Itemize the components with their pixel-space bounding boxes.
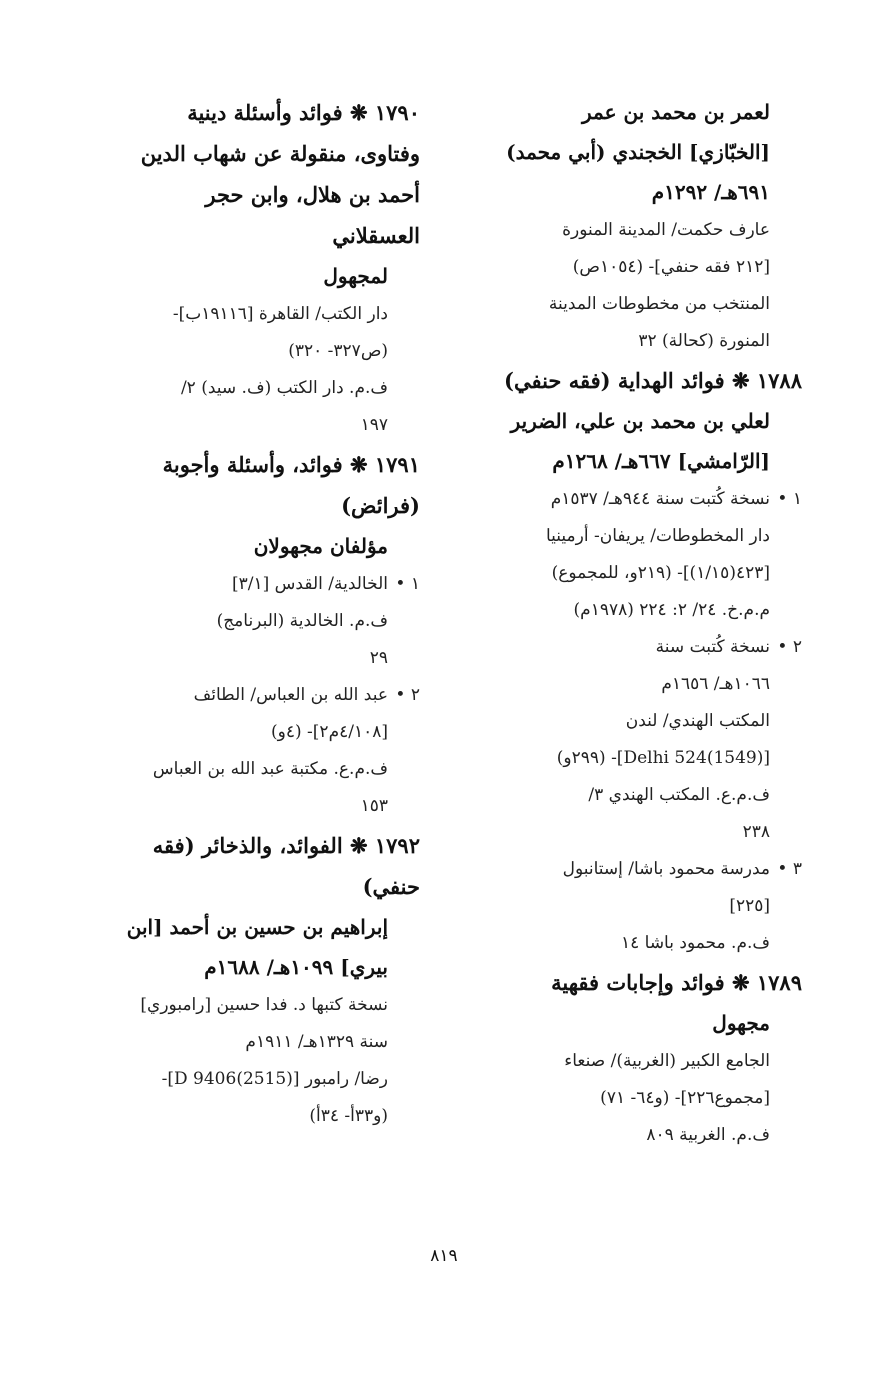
item-number: ١ •	[777, 489, 802, 509]
item-number: ٣ •	[777, 859, 802, 879]
text-line: وفتاوى، منقولة عن شهاب الدين	[140, 141, 420, 166]
entry-heading	[80, 444, 420, 526]
text-line: نسخة كُتبت سنة	[655, 637, 770, 657]
text-line: المنورة (كحالة) ٣٢	[638, 331, 770, 351]
text-line: الخالدية/ القدس [٣/١]	[232, 574, 388, 594]
item-number: ٢ •	[395, 685, 420, 705]
text-line: ٦٩١هـ/ ١٢٩٢م	[651, 180, 770, 204]
text-line: [٢١٢ فقه حنفي]- (١٠٥٤ص)	[572, 257, 770, 277]
entry-author	[466, 92, 802, 212]
right-column	[466, 92, 802, 1154]
text-line: عبد الله بن العباس/ الطائف	[193, 685, 388, 705]
text-line: عارف حكمت/ المدينة المنورة	[562, 220, 770, 240]
entry-heading	[80, 825, 420, 907]
entry-text	[466, 212, 802, 360]
text-line: دار المخطوطات/ يريفان- أرمينيا	[545, 526, 770, 546]
text-line: [Delhi 524(1549)]- (٢٩٩و)	[556, 748, 770, 768]
text-line: ١٧٩٠ ❋ فوائد وأسئلة دينية	[187, 100, 420, 125]
text-line: ف.م. الغربية ٨٠٩	[646, 1125, 770, 1145]
text-line: ١٧٩١ ❋ فوائد، وأسئلة وأجوبة	[162, 452, 420, 477]
text-line: [٤/١٠٨م٢]- (٤و)	[271, 722, 388, 742]
entry-text	[466, 1043, 802, 1154]
text-line: مؤلفان مجهولان	[253, 534, 388, 558]
text-line: [مجموع٢٢٦]- (و٦٤- ٧١)	[600, 1088, 770, 1108]
text-line: أحمد بن هلال، وابن حجر	[205, 182, 420, 207]
entry-author	[466, 1003, 802, 1043]
text-line: العسقلاني	[332, 223, 420, 248]
text-line: ١٠٦٦هـ/ ١٦٥٦م	[661, 674, 770, 694]
text-line: ف.م. دار الكتب (ف. سيد) ٢/	[180, 378, 388, 398]
text-line: المنتخب من مخطوطات المدينة	[548, 294, 770, 314]
text-line: [٤٢٣(١/١٥)]- (٢١٩و، للمجموع)	[551, 563, 770, 583]
item-number: ١ •	[395, 574, 420, 594]
text-line: لمجهول	[323, 264, 388, 288]
manuscript-item	[80, 566, 420, 677]
page-number: ٨١٩	[430, 1246, 458, 1266]
entry-author	[80, 526, 420, 566]
text-line: رضا/ رامبور [D 9406(2515)]-	[161, 1069, 388, 1089]
text-line: (و٣٣أ- ٣٤أ)	[309, 1106, 388, 1126]
entry-heading	[466, 360, 802, 401]
text-line: لعلي بن محمد بن علي، الضرير	[510, 409, 770, 433]
text-line: ف.م.ع. المكتب الهندي ٣/	[588, 785, 770, 805]
text-line: ١٩٧	[360, 415, 388, 435]
manuscript-item	[80, 677, 420, 825]
text-line: مدرسة محمود باشا/ إستانبول	[562, 859, 770, 879]
text-line: بيري] ١٠٩٩هـ/ ١٦٨٨م	[204, 955, 388, 979]
text-line: المكتب الهندي/ لندن	[625, 711, 770, 731]
text-line: ٢٣٨	[742, 822, 770, 842]
text-line: (ص٣٢٧- ٣٢٠)	[288, 341, 388, 361]
entry-heading	[466, 962, 802, 1003]
text-line: م.م.خ. ٢٤/ ٢: ٢٢٤ (١٩٧٨م)	[573, 600, 770, 620]
text-line: نسخة كُتبت سنة ٩٤٤هـ/ ١٥٣٧م	[550, 489, 770, 509]
text-line: ف.م.ع. مكتبة عبد الله بن العباس	[152, 759, 388, 779]
text-line: ف.م. الخالدية (البرنامج)	[216, 611, 388, 631]
text-line: [الخبّازي] الخجندي (أبي محمد)	[506, 140, 770, 164]
text-line: [٢٢٥]	[729, 896, 770, 916]
text-line: ١٧٩٢ ❋ الفوائد، والذخائر (فقه	[152, 833, 420, 858]
text-line: نسخة كتبها د. فدا حسين [رامبوري]	[140, 995, 388, 1015]
text-line: ٢٩	[369, 648, 388, 668]
text-line: لعمر بن محمد بن عمر	[582, 100, 770, 124]
text-line: مجهول	[712, 1011, 770, 1035]
text-line: ١٧٨٨ ❋ فوائد الهداية (فقه حنفي)	[504, 368, 802, 393]
left-column	[80, 92, 420, 1135]
text-line: [الرّامشي] ٦٦٧هـ/ ١٢٦٨م	[552, 449, 770, 473]
text-line: حنفي)	[362, 874, 420, 899]
entry-text	[80, 296, 420, 444]
entry-author	[466, 401, 802, 481]
entry-heading	[80, 92, 420, 256]
text-line: سنة ١٣٢٩هـ/ ١٩١١م	[245, 1032, 388, 1052]
entry-author	[80, 907, 420, 987]
entry-author	[80, 256, 420, 296]
text-line: دار الكتب/ القاهرة [١٩١١٦ب]-	[172, 304, 388, 324]
text-line: ف.م. محمود باشا ١٤	[620, 933, 770, 953]
text-line: ١٥٣	[360, 796, 388, 816]
manuscript-item	[466, 851, 802, 962]
text-line: ١٧٨٩ ❋ فوائد وإجابات فقهية	[551, 970, 802, 995]
entry-text	[80, 987, 420, 1135]
text-line: إبراهيم بن حسين بن أحمد [ابن	[126, 915, 388, 939]
manuscript-item	[466, 481, 802, 629]
text-line: الجامع الكبير (الغربية)/ صنعاء	[564, 1051, 770, 1071]
item-number: ٢ •	[777, 637, 802, 657]
text-line: (فرائض)	[341, 493, 420, 518]
manuscript-item	[466, 629, 802, 851]
